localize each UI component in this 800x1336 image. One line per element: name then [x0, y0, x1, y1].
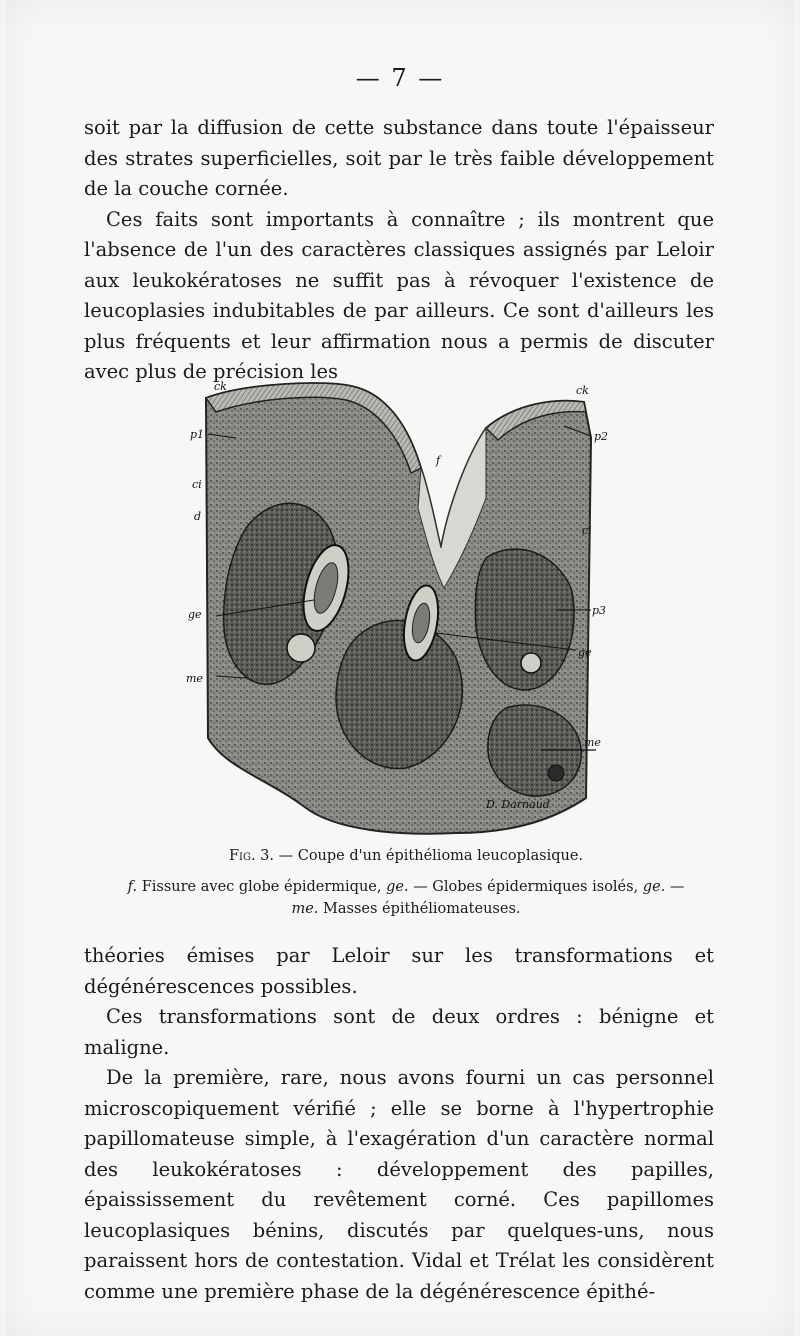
legend-text-ge: — Globes épidermiques isolés, — [413, 879, 639, 895]
legend-text-f: Fissure avec globe épidermique, — [141, 879, 382, 895]
figure-number: Fig. 3. — [228, 848, 275, 864]
paragraph: De la première, rare, nous avons fourni un cas personnel microscopiquement vérifié ; elle se borne à l'hypertrophie papillomateuse simple, à l'exagération d'un caractère normal des leukokératoses : développement des papilles, épaississement du revêtement corné. Ces papillomes leucoplasiques bénins, discutés par quelques-uns, nous paraissent hors de contestation. Vidal et Trélat les considèrent comme une première phase de la dégénérescence épithé- — [84, 1066, 714, 1303]
book-page — [6, 0, 794, 1336]
legend-text-me: Masses épithéliomateuses. — [323, 901, 521, 917]
label-ge-left: ge — [188, 608, 202, 621]
label-ci-left: ci — [192, 478, 202, 491]
paragraph-continuation: soit par la diffusion de cette substance dans toute l'épaisseur des strates superficielles, soit par le très faible développement de la couche cornée. — [84, 116, 714, 200]
label-me-left: me — [186, 672, 203, 685]
label-f: f — [436, 454, 441, 467]
figure-legend — [106, 876, 706, 920]
engraver-signature: D. Darnaud — [486, 798, 550, 811]
paragraph-continuation: théories émises par Leloir sur les transformations et dégénérescences possibles. — [84, 944, 714, 998]
label-me-right: me — [584, 736, 601, 749]
legend-dash: — — [669, 879, 685, 895]
histology-illustration — [186, 378, 609, 840]
legend-key-ge2: ge. — [642, 879, 666, 895]
label-ck-right: ck — [576, 384, 589, 397]
text-block-top — [84, 113, 714, 388]
label-d: d — [194, 510, 202, 523]
legend-key-ge: ge. — [386, 879, 409, 895]
text-block-bottom — [84, 941, 714, 1307]
figure-title: — Coupe d'un épithélioma leucoplasique. — [278, 848, 584, 864]
label-ck-left: ck — [214, 380, 227, 393]
paragraph: Ces transformations sont de deux ordres : bénigne et maligne. — [84, 1005, 714, 1059]
legend-key-f: f. — [127, 879, 138, 895]
label-p2: p2 — [594, 430, 609, 443]
label-ge-right: ge — [578, 646, 592, 659]
figure-histology-engraving — [186, 378, 609, 840]
figure-caption — [196, 848, 616, 864]
label-ci-right: ci — [582, 524, 592, 537]
paragraph: Ces faits sont importants à connaître ; ils montrent que l'absence de l'un des caractères classiques assignés par Leloir aux leukokératoses ne suffit pas à révoquer l'existence de leucoplasies indubitables de par ailleurs. Ce sont d'ailleurs les plus fréquents et leur affirmation nous a permis de discuter avec plus de précision les — [84, 207, 714, 383]
page-number: — 7 — — [355, 64, 445, 92]
label-p3: p3 — [592, 604, 607, 617]
label-p1: p1 — [190, 428, 205, 441]
legend-key-me: me. — [291, 901, 319, 917]
